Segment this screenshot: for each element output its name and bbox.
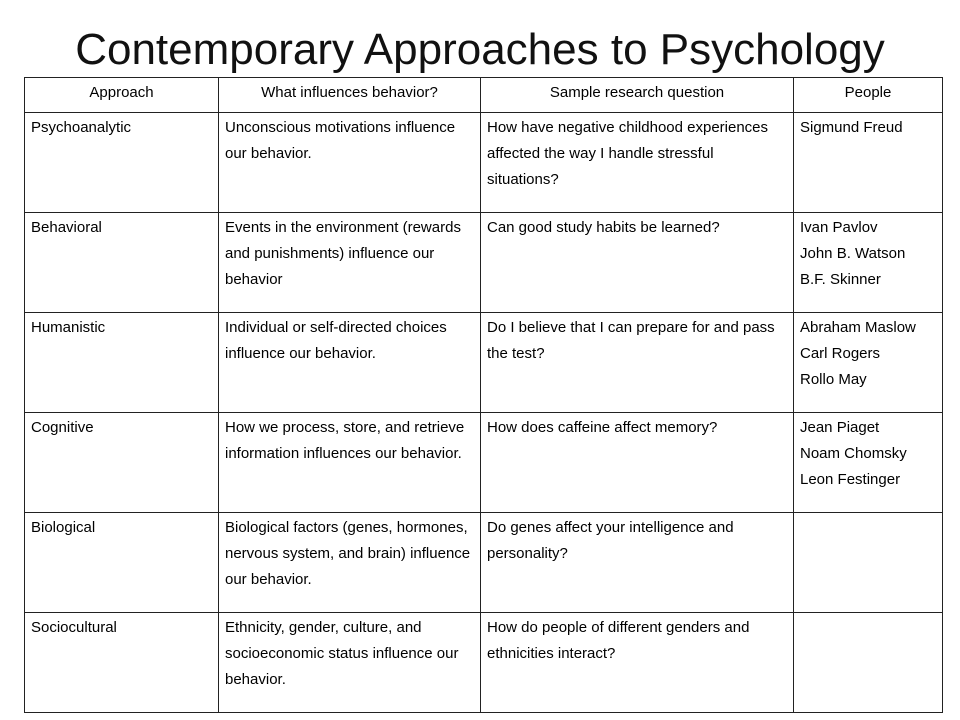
table-row [25,213,943,313]
person-name: John B. Watson [800,245,906,262]
person-name: Abraham Maslow [800,319,916,336]
people-cell [794,113,943,213]
question-cell: How does caffeine affect memory? [481,413,794,513]
person-name: Jean Piaget [800,419,880,436]
approach-cell: Biological [25,513,219,613]
influence-cell: Biological factors (genes, hormones, nervous system, and brain) influence our behavior. [219,513,481,613]
influence-cell: Events in the environment (rewards and punishments) influence our behavior [219,213,481,313]
people-cell [794,313,943,413]
people-cell [794,513,943,613]
people-cell [794,213,943,313]
approach-cell: Behavioral [25,213,219,313]
table-header-row [25,78,943,113]
approach-cell: Humanistic [25,313,219,413]
approach-cell: Sociocultural [25,613,219,713]
question-cell: Do I believe that I can prepare for and pass the test? [481,313,794,413]
approach-cell: Psychoanalytic [25,113,219,213]
table-row [25,613,943,713]
header-what-influences: What influences behavior? [219,78,481,113]
people-cell [794,413,943,513]
question-cell: How do people of different genders and ethnicities interact? [481,613,794,713]
question-cell: How have negative childhood experiences affected the way I handle stressful situations? [481,113,794,213]
table-row [25,513,943,613]
question-cell: Do genes affect your intelligence and personality? [481,513,794,613]
table-row [25,113,943,213]
approach-cell: Cognitive [25,413,219,513]
people-cell [794,613,943,713]
table-row [25,413,943,513]
person-name: Noam Chomsky [800,445,907,462]
approaches-table [24,77,943,713]
person-name: Leon Festinger [800,471,901,488]
question-cell: Can good study habits be learned? [481,213,794,313]
influence-cell: Ethnicity, gender, culture, and socioeconomic status influence our behavior. [219,613,481,713]
influence-cell: Unconscious motivations influence our behavior. [219,113,481,213]
person-name: Carl Rogers [800,345,881,362]
person-name: Sigmund Freud [800,119,903,136]
slide-title: Contemporary Approaches to Psychology [75,25,885,74]
person-name: B.F. Skinner [800,271,881,288]
header-people: People [794,78,943,113]
person-name: Rollo May [800,371,867,388]
person-name: Ivan Pavlov [800,219,878,236]
header-approach: Approach [25,78,219,113]
influence-cell: Individual or self-directed choices influence our behavior. [219,313,481,413]
table-row [25,313,943,413]
influence-cell: How we process, store, and retrieve information influences our behavior. [219,413,481,513]
header-sample-question: Sample research question [481,78,794,113]
